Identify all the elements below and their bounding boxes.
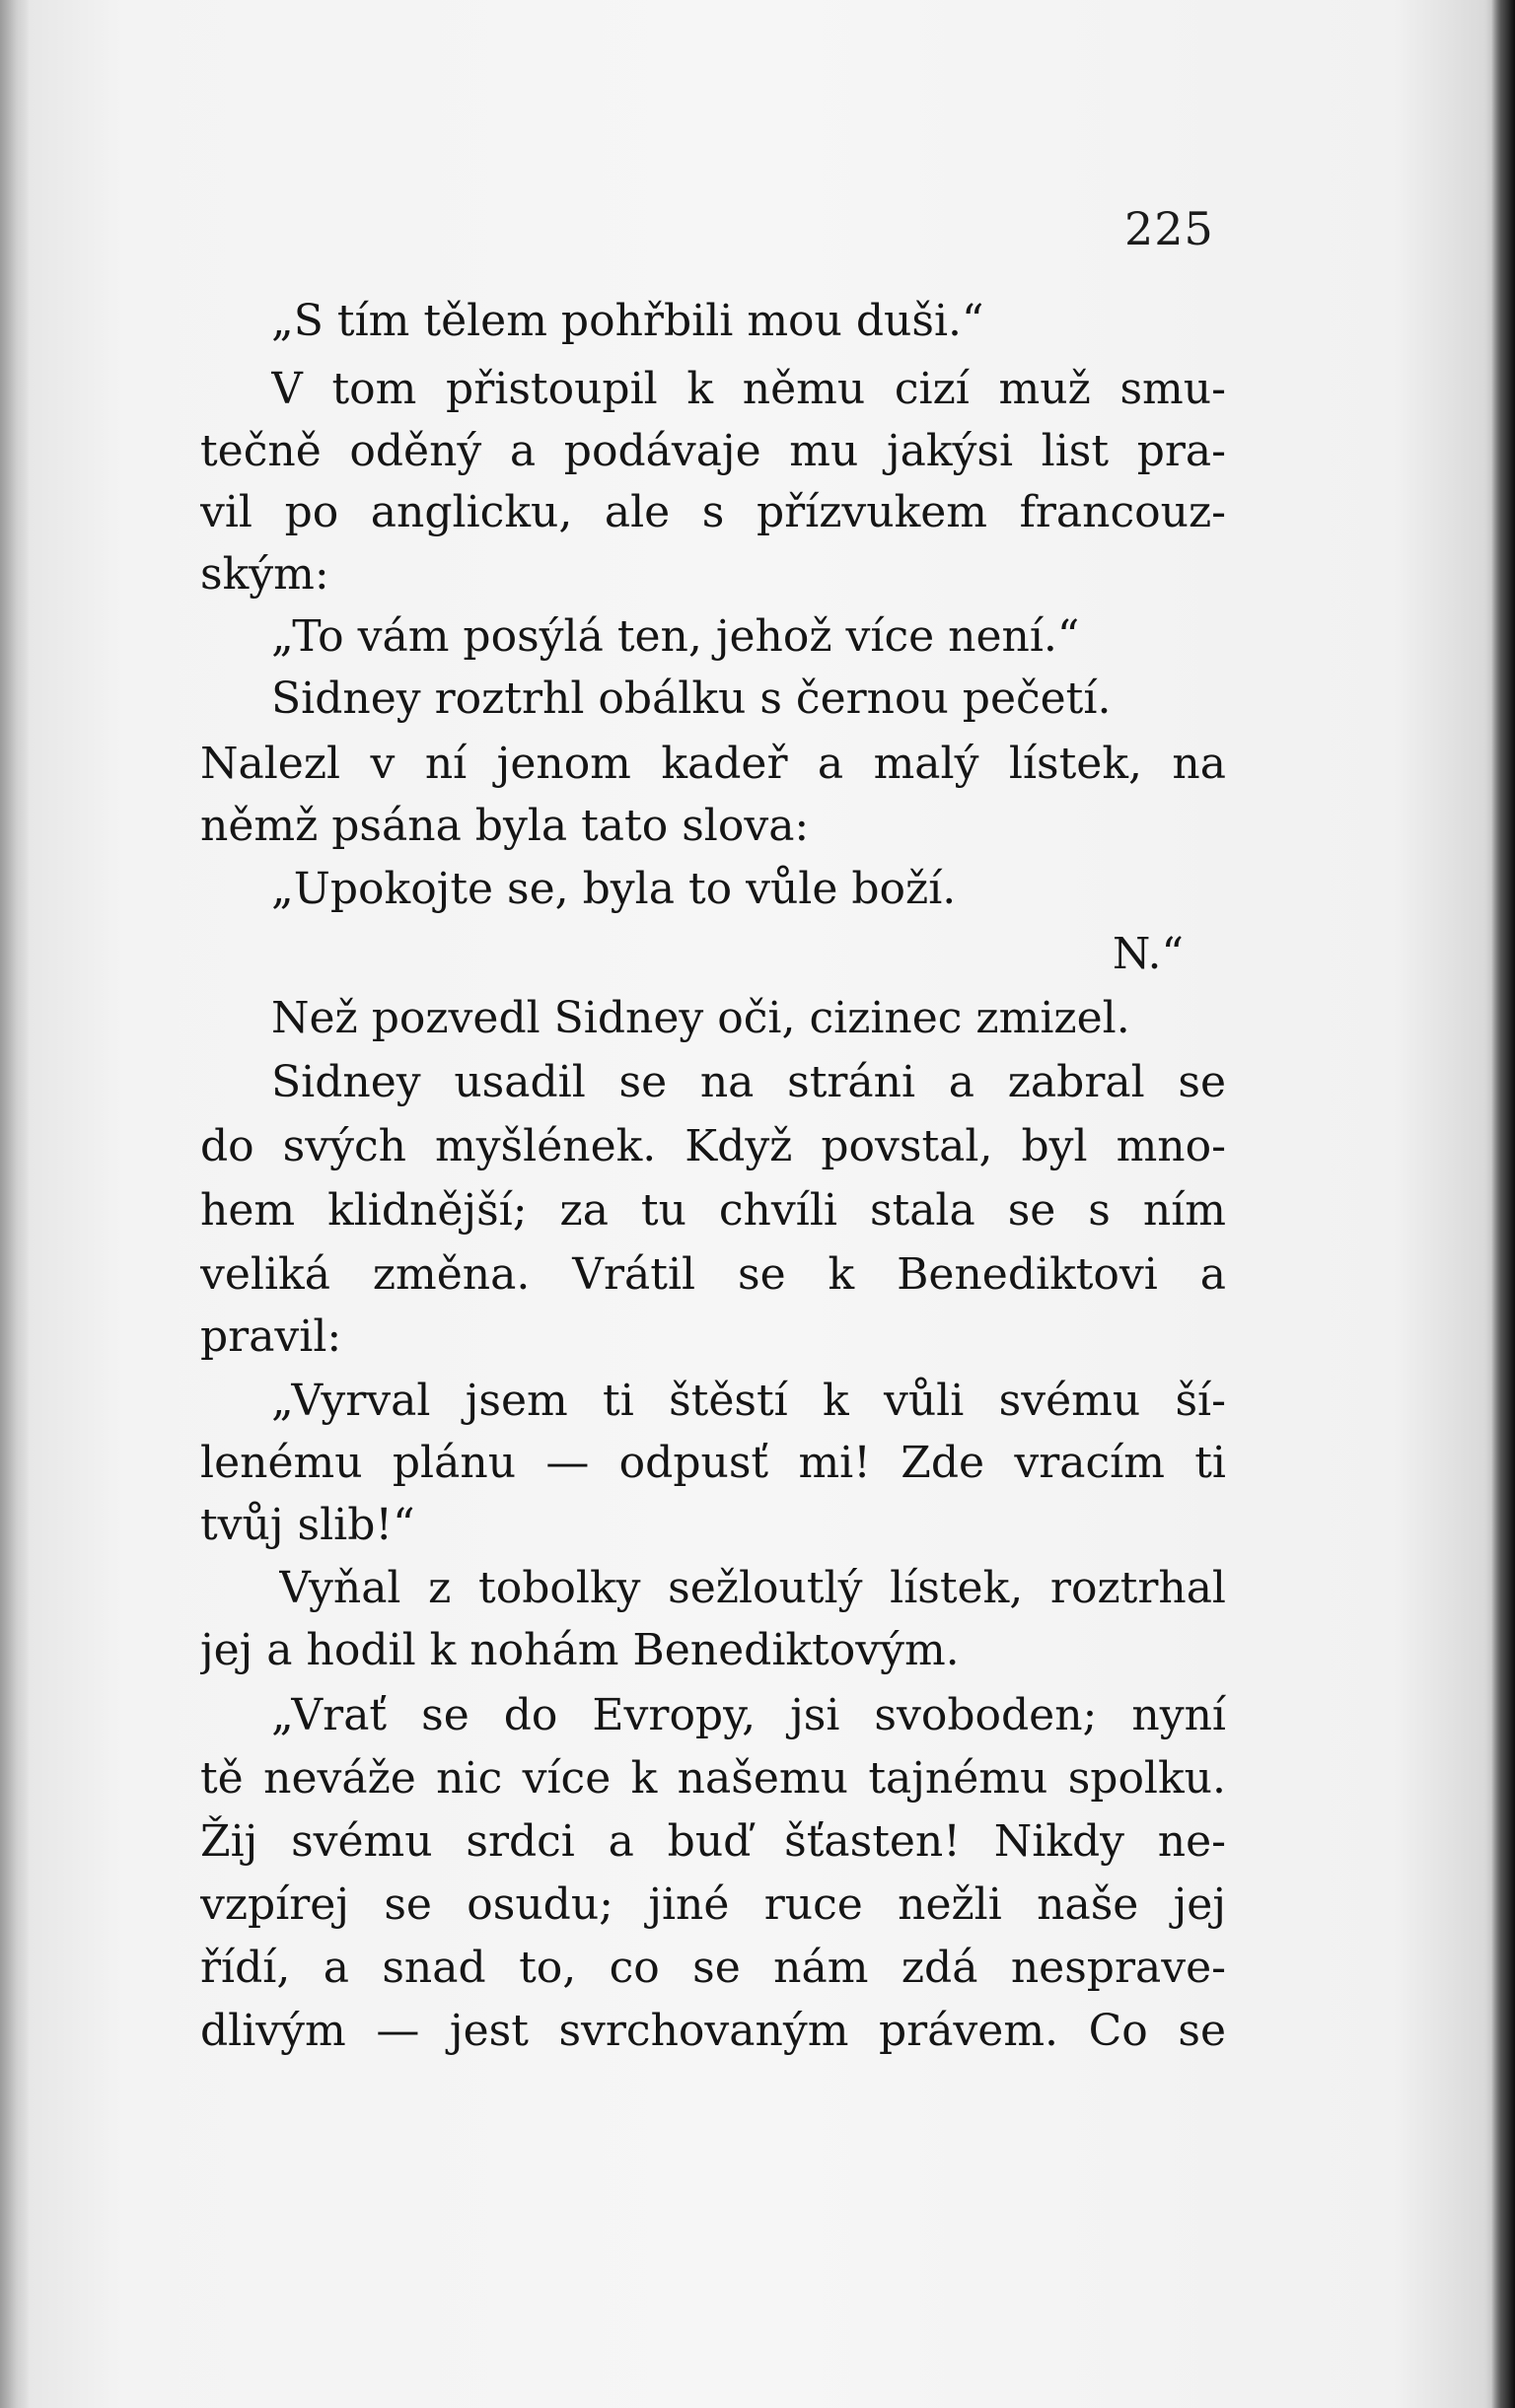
text-line: pravil:: [200, 1311, 342, 1362]
text-line: němž psána byla tato slova:: [200, 801, 810, 851]
text-line: dlivým — jest svrchovaným právem. Co se: [200, 2006, 1226, 2056]
text-line: vil po anglicku, ale s přízvukem francouz-: [200, 487, 1226, 537]
text-line: Sidney roztrhl obálku s černou pečetí.: [271, 673, 1112, 724]
text-line: V tom přistoupil k němu cizí muž smu-: [271, 364, 1226, 414]
page-number: 225: [1124, 202, 1214, 255]
text-line: „To vám posýlá ten, jehož více není.“: [271, 611, 1080, 662]
text-line: lenému plánu — odpusť mi! Zde vracím ti: [200, 1438, 1226, 1488]
text-line: hem klidnější; za tu chvíli stala se s ním: [200, 1185, 1226, 1236]
text-line: tečně oděný a podávaje mu jakýsi list pra-: [200, 426, 1226, 476]
text-line: jej a hodil k nohám Benediktovým.: [200, 1625, 960, 1675]
text-line: „Vyrval jsem ti štěstí k vůli svému ší-: [271, 1376, 1226, 1426]
text-line: Nalezl v ní jenom kadeř a malý lístek, na: [200, 739, 1226, 789]
text-line: Žij svému srdci a buď šťasten! Nikdy ne-: [200, 1816, 1226, 1867]
text-line: Než pozvedl Sidney oči, cizinec zmizel.: [271, 993, 1130, 1043]
text-line: tě neváže nic více k našemu tajnému spolku.: [200, 1753, 1226, 1804]
text-line: „Upokojte se, byla to vůle boží.: [271, 864, 957, 914]
text-line: do svých myšlének. Když povstal, byl mno-: [200, 1121, 1226, 1171]
signature-initial: N.“: [1112, 929, 1184, 979]
text-line: vzpírej se osudu; jiné ruce nežli naše jej: [200, 1879, 1226, 1930]
text-line: řídí, a snad to, co se nám zdá nesprave-: [200, 1943, 1226, 1993]
text-line: tvůj slib!“: [200, 1500, 415, 1550]
text-line: Vyňal z tobolky sežloutlý lístek, roztrhal: [279, 1563, 1226, 1613]
text-line: veliká změna. Vrátil se k Benediktovi a: [200, 1249, 1226, 1300]
text-line: ským:: [200, 549, 329, 600]
text-line: „Vrať se do Evropy, jsi svoboden; nyní: [271, 1690, 1226, 1740]
text-line: Sidney usadil se na stráni a zabral se: [271, 1057, 1226, 1107]
text-line: „S tím tělem pohřbili mou duši.“: [271, 296, 984, 346]
